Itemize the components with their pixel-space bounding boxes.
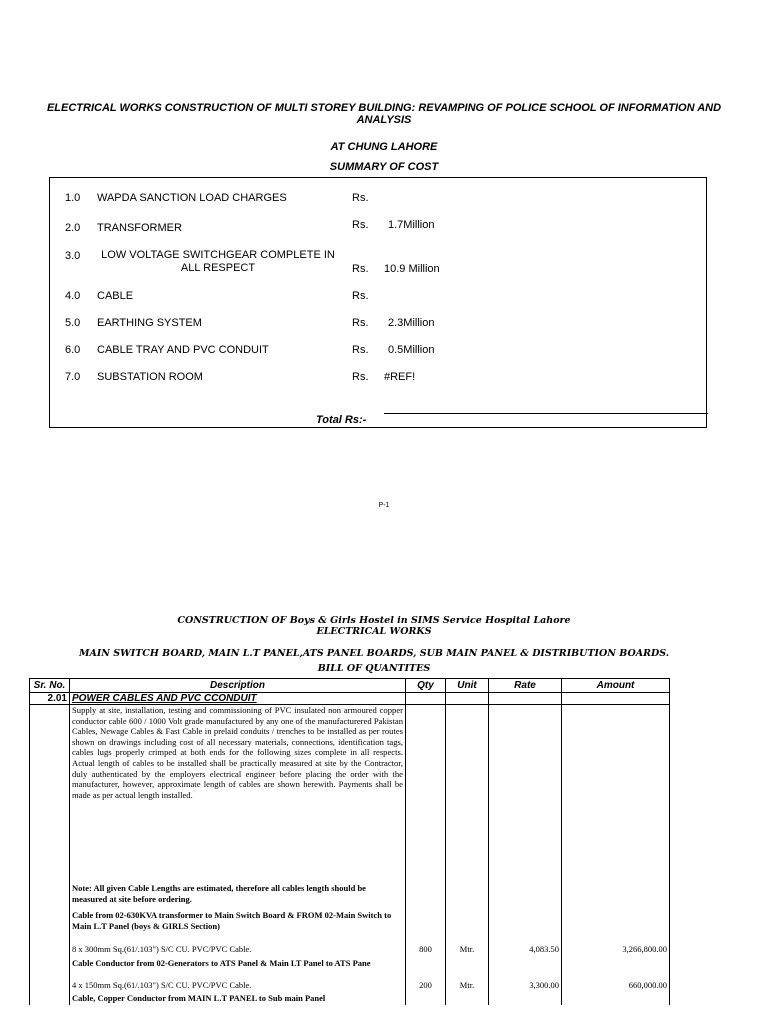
page-number: P-1 [378, 502, 390, 509]
col-description: Description [70, 679, 406, 693]
item-qty: 800 [406, 944, 446, 958]
summary-row: 5.0 EARTHING SYSTEM Rs. 2.3Million [65, 317, 435, 329]
boq-title: CONSTRUCTION OF Boys & Girls Hostel in SIMS Service Hospital Lahore [177, 615, 571, 626]
total-label: Total Rs:- [316, 414, 367, 426]
boq-table [29, 678, 670, 1005]
group-heading: Cable Conductor from 02-Generators to ATS Panel & Main LT Panel to ATS Pane [72, 958, 371, 968]
item-amount: 3,266,800.00 [562, 944, 670, 958]
boq-subtitle: ELECTRICAL WORKS [316, 626, 432, 637]
table-row [30, 910, 670, 944]
item-unit: Mtr. [446, 944, 489, 958]
boq-header-row [30, 679, 670, 693]
col-rate: Rate [489, 679, 562, 693]
table-row [30, 705, 670, 884]
summary-subtitle: SUMMARY OF COST [329, 161, 439, 173]
summary-row: 2.0 TRANSFORMER Rs. 1.7Million [65, 219, 435, 234]
table-row [30, 980, 670, 993]
col-amount: Amount [562, 679, 670, 693]
item-qty: 200 [406, 980, 446, 993]
item-rate: 4,083.50 [489, 944, 562, 958]
table-row [30, 944, 670, 958]
item-unit: Mtr. [446, 980, 489, 993]
col-sr: Sr. No. [30, 679, 70, 693]
total-divider [384, 413, 708, 414]
boq-scope: MAIN SWITCH BOARD, MAIN L.T PANEL,ATS PANEL BOARDS, SUB MAIN PANEL & DISTRIBUTION BOARDS. [78, 648, 670, 659]
summary-row: 7.0 SUBSTATION ROOM Rs. #REF! [65, 371, 416, 383]
item-amount: 660,000.00 [562, 980, 670, 993]
table-row [30, 693, 670, 705]
table-row [30, 958, 670, 980]
item-description: 4 x 150mm Sq.(61/.103") S/C CU. PVC/PVC Cable. [70, 980, 406, 993]
group-heading: Cable, Copper Conductor from MAIN L.T PANEL to Sub main Panel [72, 993, 326, 1003]
item-description: 8 x 300mm Sq.(61/.103") S/C CU. PVC/PVC Cable. [70, 944, 406, 958]
col-qty: Qty [406, 679, 446, 693]
boq-heading: BILL OF QUANTITES [317, 663, 431, 674]
group-heading: Cable from 02-630KVA transformer to Main Switch Board & FROM 02-Main Switch to Main L.T Panel (boys & GIRLS Section) [72, 910, 392, 931]
section-title: POWER CABLES AND PVC CCONDUIT [70, 693, 406, 705]
summary-table [49, 177, 707, 428]
summary-row: 6.0 CABLE TRAY AND PVC CONDUIT Rs. 0.5Million [65, 344, 435, 356]
section-number: 2.01 [30, 693, 70, 705]
table-row [30, 883, 670, 910]
table-row [30, 993, 670, 1005]
spec-paragraph: Supply at site, installation, testing and commissioning of PVC insulated non armoured copper conductor cable 600 / 1000 Volt grade manufactured by any one of the manufacturered Pakistan Cables, Newage Cables & Fast Cable in prelaid conduits / trenches to be installed as per routes shown on drawings including cost of all necessary materials, connections, identification tags, cables lugs properly crimped at both ends for the following sizes complete in all respects. Actual length of cables to be installed shall be practically measured at site by the Contractor, duly authenticated by the employers electrical engineer before placing the order with the manufacturer, however, approximate length of cables are shown herewith. Payments shall be made as per actual length installed. [72, 705, 403, 800]
cable-note: Note: All given Cable Lengths are estimated, therefore all cables length should be measured at site before ordering. [72, 883, 366, 904]
summary-row: 1.0 WAPDA SANCTION LOAD CHARGES Rs. [65, 192, 369, 204]
summary-row: 4.0 CABLE Rs. [65, 290, 369, 302]
summary-location: AT CHUNG LAHORE [330, 141, 438, 153]
summary-title: ELECTRICAL WORKS CONSTRUCTION OF MULTI STOREY BUILDING: REVAMPING OF POLICE SCHOOL OF INFORMATION AND ANALYSIS [46, 102, 722, 126]
item-rate: 3,300.00 [489, 980, 562, 993]
summary-row: 3.0 LOW VOLTAGE SWITCHGEAR COMPLETE IN ALL RESPECT Rs. 10.9 Million [65, 249, 440, 275]
col-unit: Unit [446, 679, 489, 693]
